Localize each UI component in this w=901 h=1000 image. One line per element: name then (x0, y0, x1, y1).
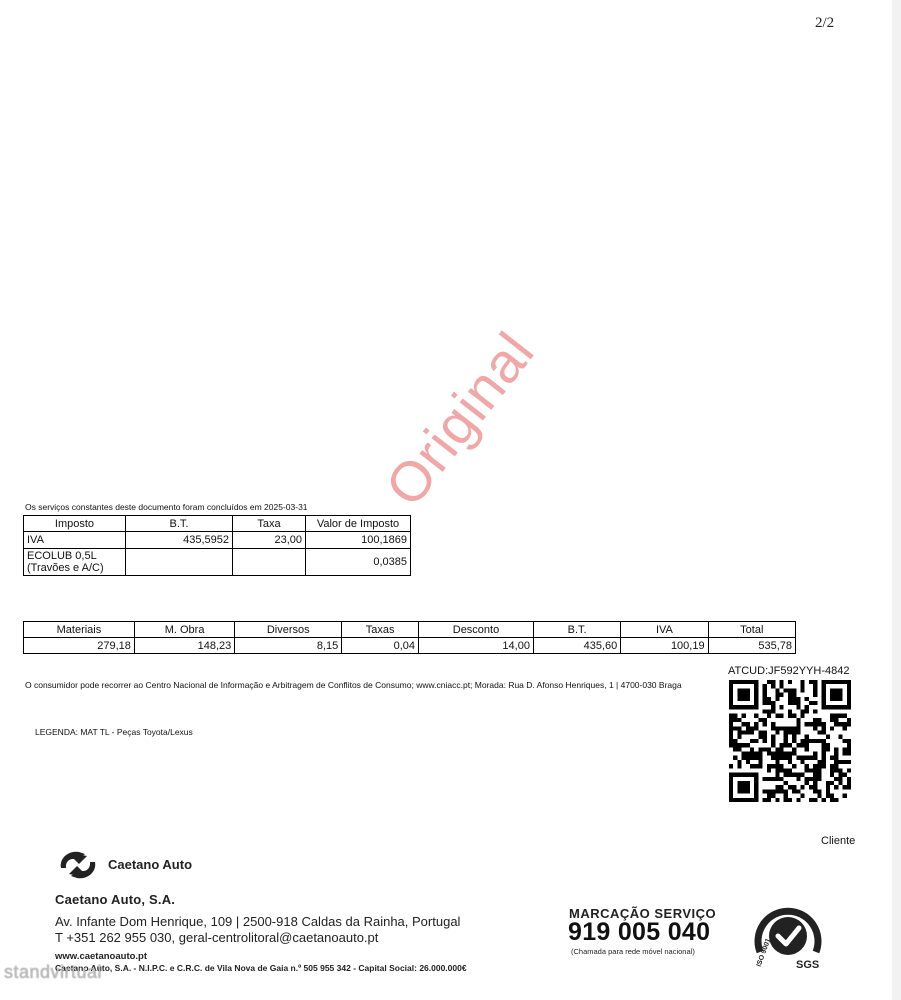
tax-amount-cell: 100,1869 (306, 532, 411, 549)
column-header: Diversos (235, 622, 342, 638)
column-header: B.T. (533, 622, 620, 638)
cert-standard-text: ISO 9001 (755, 937, 773, 968)
table-row (24, 532, 411, 549)
tax-amount-cell: 0,0385 (306, 549, 411, 576)
column-header: B.T. (126, 516, 233, 532)
tax-rate-cell (233, 549, 306, 576)
caetano-logo-icon (55, 846, 101, 884)
column-header: Taxa (233, 516, 306, 532)
column-header: IVA (621, 622, 708, 638)
company-contact: T +351 262 955 030, geral-centrolitoral@caetanoauto.pt (55, 930, 379, 945)
tax-base-value: 435,60 (533, 638, 620, 654)
totals-table (23, 621, 796, 654)
column-header: M. Obra (134, 622, 234, 638)
standvirtual-stamp: standvirtual (4, 962, 103, 982)
column-header: Imposto (24, 516, 126, 532)
company-address: Av. Infante Dom Henrique, 109 | 2500-918 Caldas da Rainha, Portugal (55, 914, 461, 929)
tax-rate-cell: 23,00 (233, 532, 306, 549)
service-booking-title: MARCAÇÃO SERVIÇO (569, 906, 717, 921)
brand-name: Caetano Auto (108, 857, 193, 872)
company-website: www.caetanoauto.pt (55, 951, 148, 962)
original-watermark: Original (372, 320, 547, 518)
table-row (24, 549, 411, 576)
legend-note: LEGENDA: MAT TL - Peças Toyota/Lexus (35, 727, 193, 737)
qr-code (729, 680, 851, 802)
sgs-label: SGS (796, 959, 820, 971)
discount-value: 14,00 (419, 638, 534, 654)
table-row (24, 638, 796, 654)
tax-base-cell: 435,5952 (126, 532, 233, 549)
total-value: 535,78 (708, 638, 795, 654)
atcud-code: ATCUD:JF592YYH-4842 (728, 665, 850, 677)
vat-value: 100,19 (621, 638, 708, 654)
fees-value: 0,04 (342, 638, 419, 654)
tax-name-cell: IVA (24, 532, 126, 549)
service-booking-phone: 919 005 040 (568, 918, 711, 946)
company-legal-info: Caetano Auto, S.A. - N.I.P.C. e C.R.C. de Vila Nova de Gaia n.º 505 955 342 - Capital Social: 26.000.000€ (55, 963, 467, 973)
column-header: Materiais (24, 622, 135, 638)
column-header: Valor de Imposto (306, 516, 411, 532)
tax-summary-table (23, 515, 411, 576)
column-header: Total (708, 622, 795, 638)
company-name: Caetano Auto, S.A. (55, 892, 176, 907)
tax-base-cell (126, 549, 233, 576)
services-completion-note: Os serviços constantes deste documento foram concluídos em 2025-03-31 (25, 502, 308, 512)
copy-label: Cliente (821, 835, 856, 847)
miscellaneous-value: 8,15 (235, 638, 342, 654)
materials-value: 279,18 (24, 638, 135, 654)
tax-name-cell: ECOLUB 0,5L (Travões e A/C) (24, 549, 126, 576)
service-booking-note: (Chamada para rede móvel nacional) (571, 947, 695, 956)
consumer-arbitration-note: O consumidor pode recorrer ao Centro Nacional de Informação e Arbitragem de Conflitos de Consumo; www.cniacc.pt; Morada: Rua D. Afonso Henriques, 1 | 4700-030 Braga (25, 680, 682, 690)
labour-value: 148,23 (134, 638, 234, 654)
table-header-row (24, 622, 796, 638)
column-header: Desconto (419, 622, 534, 638)
sgs-certification-icon (748, 900, 828, 972)
column-header: Taxas (342, 622, 419, 638)
table-header-row (24, 516, 411, 532)
page-number: 2/2 (815, 15, 835, 31)
